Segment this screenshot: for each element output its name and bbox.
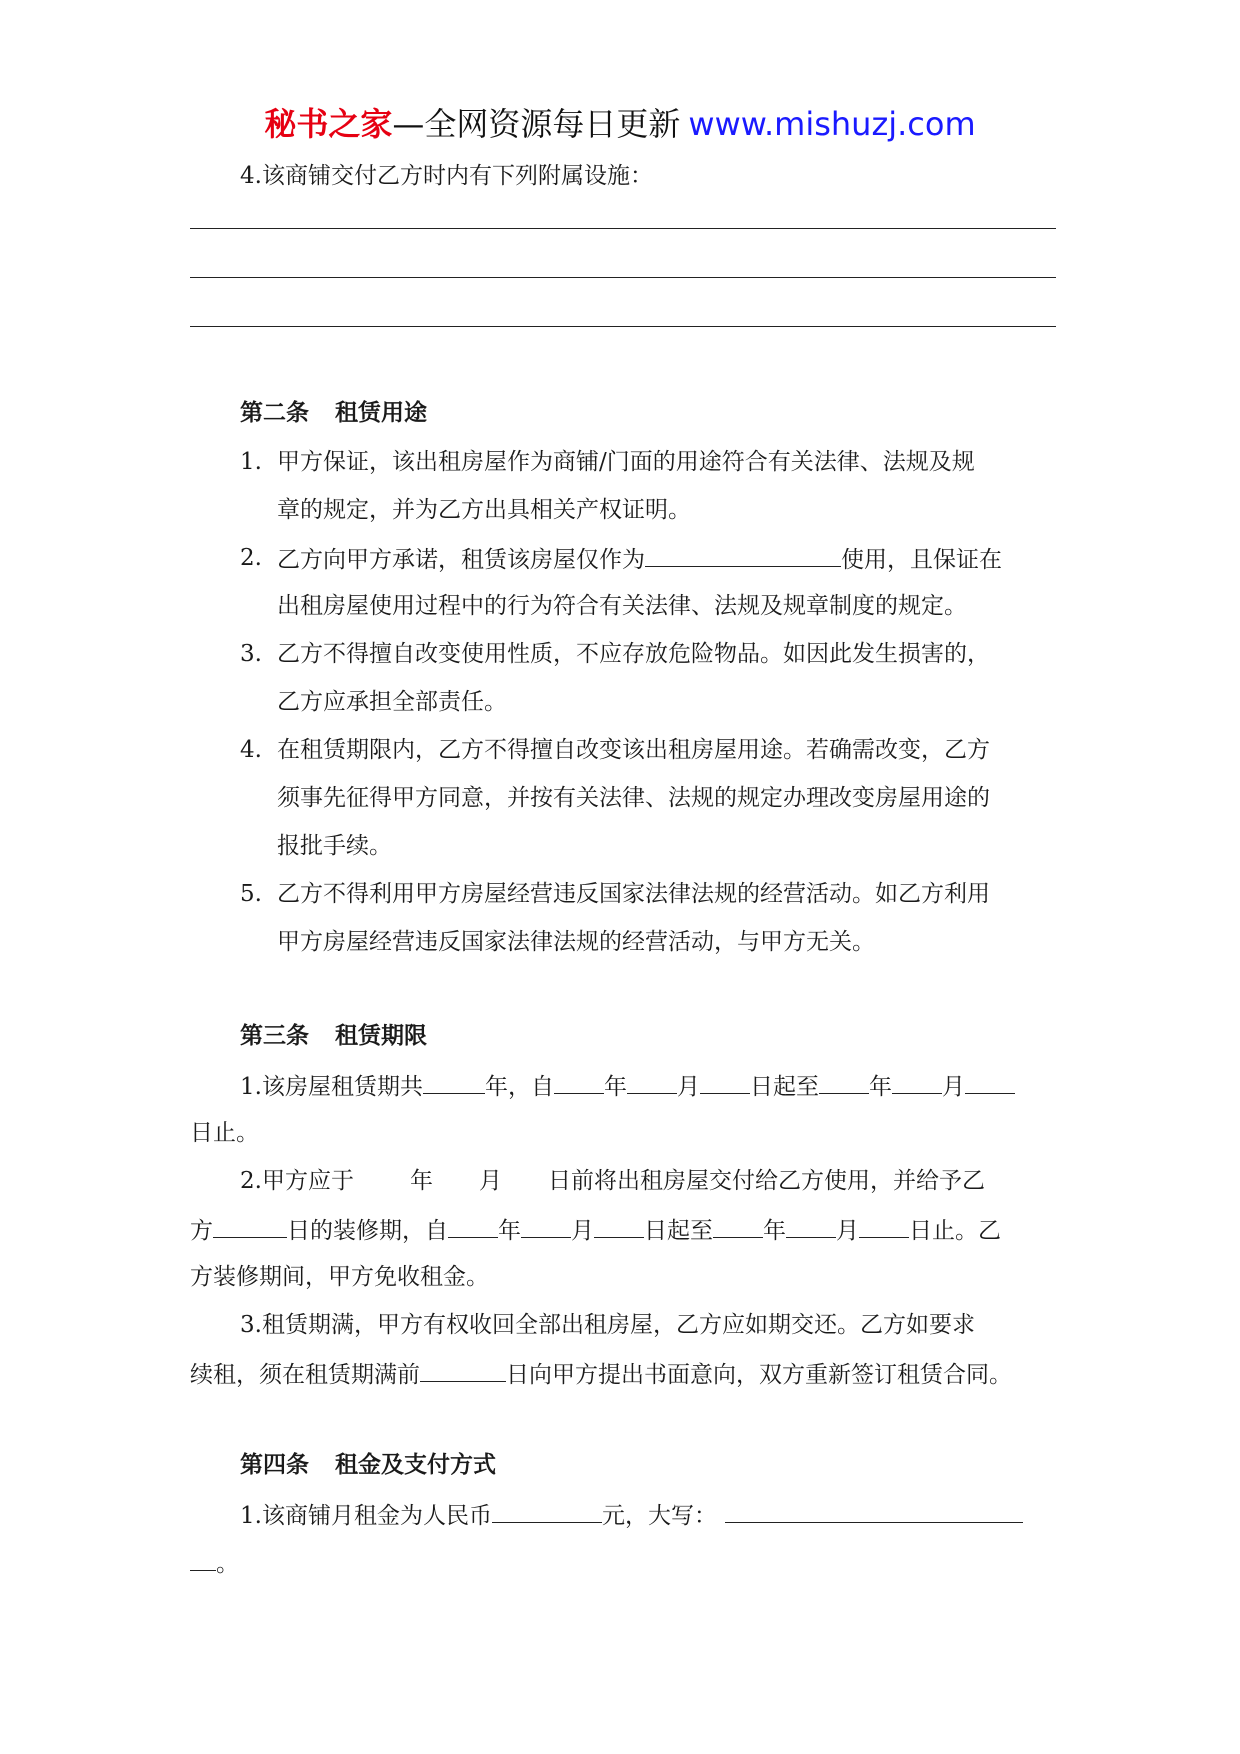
start-year-blank bbox=[554, 1069, 604, 1094]
paragraph-line: 乙方不得利用甲方房屋经营违反国家法律法规的经营活动。如乙方利用 bbox=[277, 881, 990, 907]
renovation-start-day-blank bbox=[594, 1213, 644, 1238]
text-run: 2.甲方应于 bbox=[240, 1168, 354, 1194]
site-banner bbox=[0, 100, 1240, 148]
renovation-start-year-blank bbox=[448, 1213, 498, 1238]
term-years-blank bbox=[423, 1069, 485, 1094]
item-number: 4. bbox=[240, 737, 262, 763]
text-run: 月 bbox=[478, 1168, 502, 1194]
item-number: 3. bbox=[240, 641, 262, 667]
text-run: 月 bbox=[676, 1074, 700, 1100]
text-run: 方 bbox=[190, 1218, 213, 1244]
item-number: 1. bbox=[240, 449, 262, 475]
start-month-blank bbox=[627, 1069, 677, 1094]
paragraph-line: 方装修期间，甲方免收租金。 bbox=[190, 1264, 489, 1290]
item-number: 2. bbox=[240, 545, 262, 571]
section-title-purpose bbox=[240, 397, 427, 429]
text-run: 年 bbox=[498, 1218, 521, 1244]
banner-url[interactable]: www.mishuzj.com bbox=[688, 105, 976, 143]
text-run: 年 bbox=[868, 1074, 892, 1100]
start-day-blank bbox=[700, 1069, 750, 1094]
text-run: 日起至 bbox=[644, 1218, 713, 1244]
text-run: 年 bbox=[763, 1218, 786, 1244]
text-run: 使用，且保证在 bbox=[841, 547, 1002, 573]
paragraph-line: 甲方房屋经营违反国家法律法规的经营活动，与甲方无关。 bbox=[277, 929, 875, 955]
paragraph-line bbox=[240, 1069, 1015, 1103]
text-run: 日向甲方提出书面意向，双方重新签订租赁合同。 bbox=[506, 1362, 1012, 1388]
facilities-item: 4.该商铺交付乙方时内有下列附属设施： bbox=[240, 163, 653, 189]
paragraph-line: 甲方保证，该出租房屋作为商铺/门面的用途符合有关法律、法规及规 bbox=[277, 449, 975, 475]
text-run: 月 bbox=[941, 1074, 965, 1100]
text-run: 乙方向甲方承诺，租赁该房屋仅作为 bbox=[277, 547, 645, 573]
section-title-rent bbox=[240, 1449, 496, 1481]
paragraph-line: 出租房屋使用过程中的行为符合有关法律、法规及规章制度的规定。 bbox=[277, 593, 967, 619]
section-title-term bbox=[240, 1020, 427, 1052]
paragraph-line: 乙方不得擅自改变使用性质，不应存放危险物品。如因此发生损害的， bbox=[277, 641, 990, 667]
usage-blank bbox=[645, 542, 841, 567]
end-year-blank bbox=[819, 1069, 869, 1094]
renovation-end-day-blank bbox=[859, 1213, 909, 1238]
rent-in-words-blank bbox=[725, 1498, 1023, 1523]
paragraph-line: 报批手续。 bbox=[277, 833, 392, 859]
paragraph-line: 须事先征得甲方同意，并按有关法律、法规的规定办理改变房屋用途的 bbox=[277, 785, 990, 811]
renovation-start-month-blank bbox=[521, 1213, 571, 1238]
paragraph-line: 3.租赁期满，甲方有权收回全部出租房屋，乙方应如期交还。乙方如要求 bbox=[240, 1312, 975, 1338]
paragraph-line bbox=[240, 1498, 1023, 1532]
text-run: 日止。乙 bbox=[909, 1218, 1001, 1244]
facilities-blank-line-3 bbox=[190, 326, 1056, 327]
text-run: 。 bbox=[216, 1551, 239, 1577]
text-run: 日的装修期，自 bbox=[287, 1218, 448, 1244]
paragraph-line: 乙方应承担全部责任。 bbox=[277, 689, 507, 715]
renovation-days-blank bbox=[213, 1213, 287, 1238]
end-month-blank bbox=[892, 1069, 942, 1094]
text-run: 年，自 bbox=[484, 1074, 554, 1100]
text-run: 月 bbox=[571, 1218, 594, 1244]
item-number: 5. bbox=[240, 881, 262, 907]
paragraph-line: 在租赁期限内，乙方不得擅自改变该出租房屋用途。若确需改变，乙方 bbox=[277, 737, 990, 763]
renovation-end-month-blank bbox=[786, 1213, 836, 1238]
text-run: 续租，须在租赁期满前 bbox=[190, 1362, 420, 1388]
end-day-blank bbox=[965, 1069, 1015, 1094]
section-heading: 租金及支付方式 bbox=[335, 1452, 496, 1478]
paragraph-line bbox=[190, 1357, 1012, 1391]
text-run: 日前将出租房屋交付给乙方使用，并给予乙 bbox=[547, 1168, 985, 1194]
text-run: 1.该房屋租赁期共 bbox=[240, 1074, 423, 1100]
paragraph-line bbox=[240, 1165, 985, 1197]
renovation-end-year-blank bbox=[713, 1213, 763, 1238]
text-run: 年 bbox=[603, 1074, 627, 1100]
text-run: 年 bbox=[409, 1168, 433, 1194]
renewal-days-blank bbox=[420, 1357, 506, 1382]
facilities-blank-line-2 bbox=[190, 277, 1056, 278]
text-run: 月 bbox=[836, 1218, 859, 1244]
banner-slogan: —全网资源每日更新 bbox=[392, 105, 681, 143]
text-run: 日起至 bbox=[749, 1074, 819, 1100]
text-run: 元，大写： bbox=[601, 1503, 717, 1529]
facilities-blank-line-1 bbox=[190, 228, 1056, 229]
section-heading: 租赁期限 bbox=[335, 1023, 427, 1049]
text-run: 1.该商铺月租金为人民币 bbox=[240, 1503, 492, 1529]
rent-in-words-blank-continued bbox=[190, 1546, 216, 1571]
paragraph-line: 日止。 bbox=[190, 1120, 259, 1146]
paragraph-line bbox=[190, 1546, 239, 1580]
paragraph-line bbox=[277, 542, 1002, 576]
paragraph-line: 章的规定，并为乙方出具相关产权证明。 bbox=[277, 497, 691, 523]
banner-brand: 秘书之家 bbox=[264, 105, 393, 143]
section-number: 第二条 bbox=[240, 400, 309, 426]
paragraph-line bbox=[190, 1213, 1001, 1247]
section-heading: 租赁用途 bbox=[335, 400, 427, 426]
monthly-rent-amount-blank bbox=[492, 1498, 602, 1523]
section-number: 第三条 bbox=[240, 1023, 309, 1049]
section-number: 第四条 bbox=[240, 1452, 309, 1478]
